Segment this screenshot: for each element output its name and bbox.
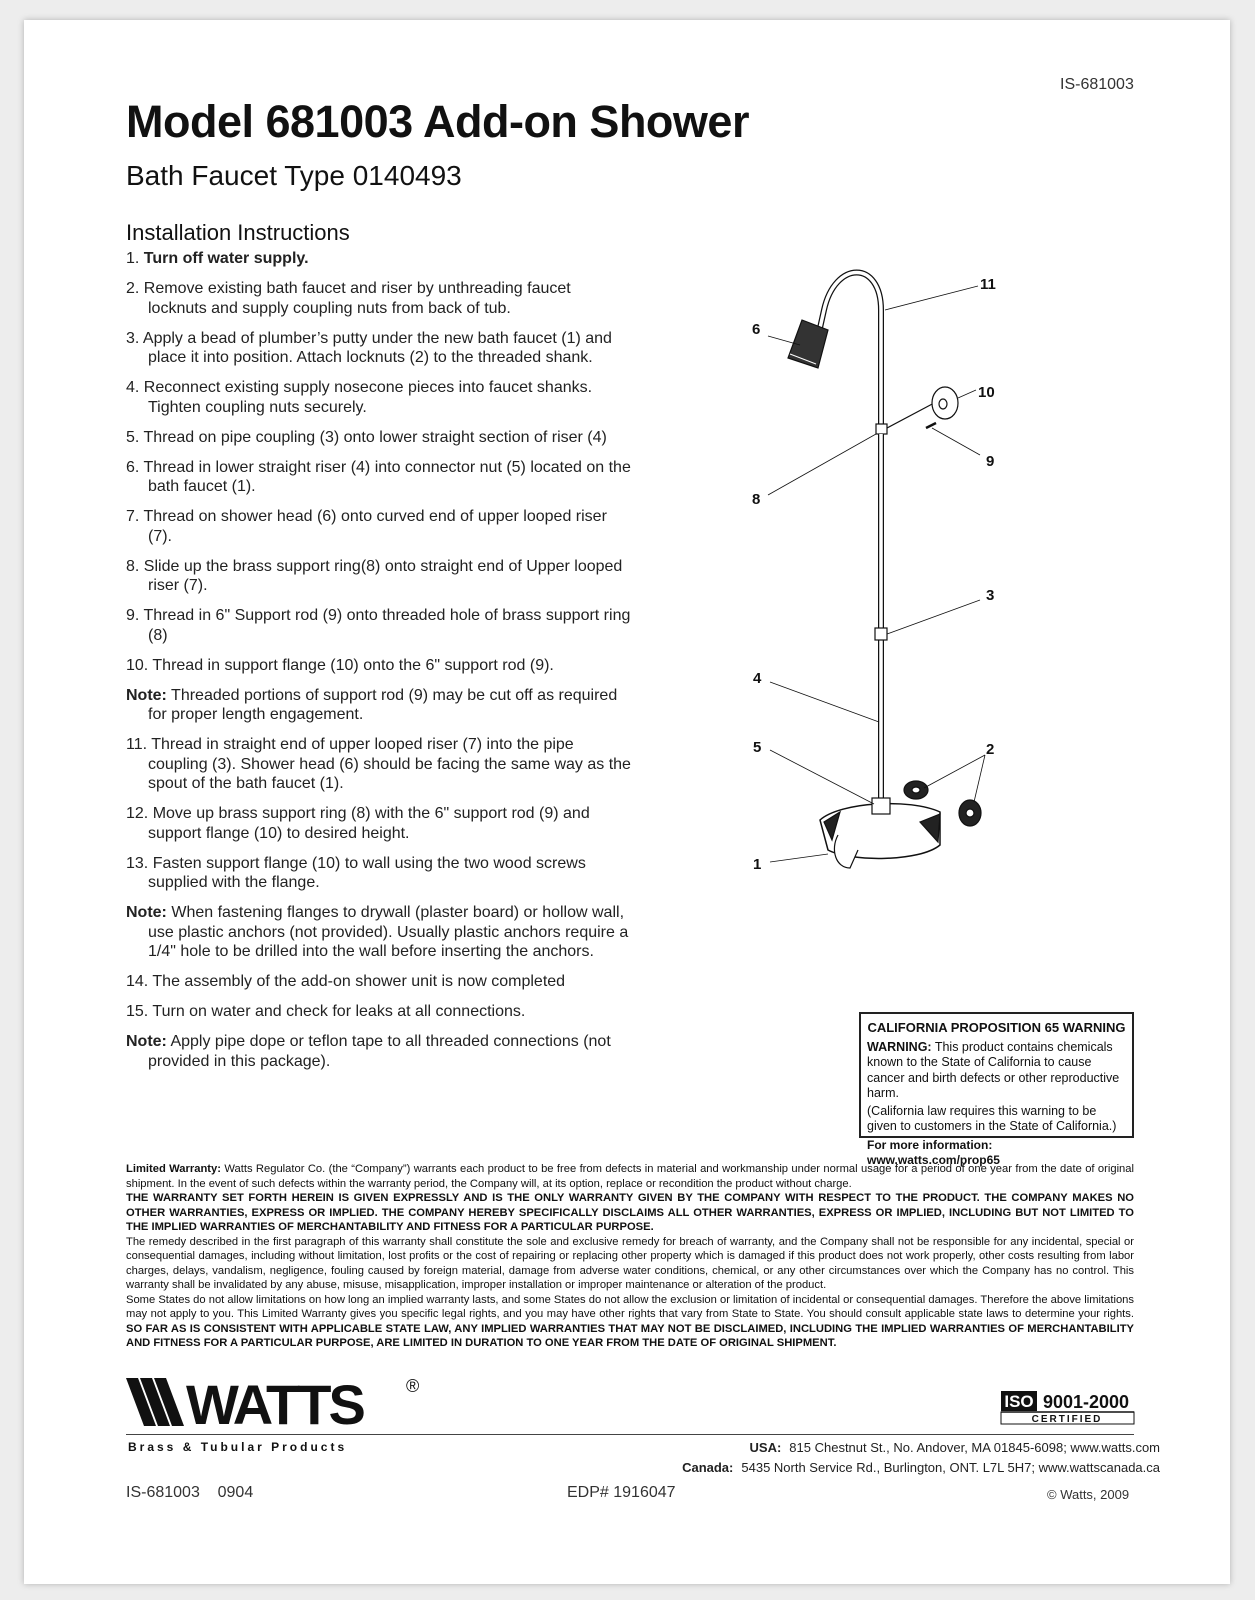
diagram-label: 2 bbox=[986, 741, 995, 758]
step-item: 13. Fasten support flange (10) to wall using the two wood screws supplied with the flange. bbox=[126, 854, 586, 891]
logo-tagline: Brass & Tubular Products bbox=[128, 1440, 348, 1454]
warranty-paragraph: Some States do not allow limitations on how long an implied warranty lasts, and some States do not allow the exclusion or limitation of incidental or consequential damages. Therefore the above limitations may not apply to you. This Limited Warranty gives you specific legal rights, and you may have other rights that vary from State to State. You should consult applicable state laws to determine your rights. SO FAR AS IS CONSISTENT WITH APPLICABLE STATE LAW, ANY IMPLIED WARRANTIES THAT MAY NOT BE DISCLAIMED, INCLUDING THE IMPLIED WARRANTIES OF MERCHANTABILITY AND FITNESS FOR A PARTICULAR PURPOSE, ARE LIMITED IN DURATION TO ONE YEAR FROM THE DATE OF ORIGINAL SHIPMENT. bbox=[126, 1293, 1134, 1349]
iso-certified: CERTIFIED bbox=[1031, 1414, 1103, 1425]
address-canada: Canada: 5435 North Service Rd., Burlington, ONT. L7L 5H7; www.wattscanada.ca bbox=[682, 1460, 1160, 1475]
diagram-label: 3 bbox=[986, 587, 995, 604]
diagram-label: 10 bbox=[978, 384, 995, 401]
prop65-warning-box bbox=[859, 1012, 1134, 1167]
diagram-label: 8 bbox=[752, 491, 761, 508]
limited-warranty bbox=[126, 1162, 1134, 1351]
step-item: 3. Apply a bead of plumber’s putty under the new bath faucet (1) and place it into position. Attach locknuts (2) to the threaded shank. bbox=[126, 329, 612, 366]
step-item: 9. Thread in 6" Support rod (9) onto threaded hole of brass support ring (8) bbox=[126, 607, 631, 644]
document-id: IS-681003 bbox=[1060, 76, 1134, 93]
step-item: 7. Thread on shower head (6) onto curved end of upper looped riser (7). bbox=[126, 508, 607, 545]
iso-certification-badge bbox=[1000, 1390, 1135, 1426]
step-item: 5. Thread on pipe coupling (3) onto lower straight section of riser (4) bbox=[126, 428, 607, 446]
step-item: 1. Turn off water supply. bbox=[126, 250, 309, 267]
step-item: 11. Thread in straight end of upper looped riser (7) into the pipe coupling (3). Shower head (6) should be facing the same way as the spout of the bath faucet (1). bbox=[126, 736, 631, 792]
address-usa: USA: 815 Chestnut St., No. Andover, MA 01845-6098; www.watts.com bbox=[749, 1440, 1160, 1455]
step-item: 14. The assembly of the add-on shower unit is now completed bbox=[126, 973, 566, 990]
prop65-warning: WARNING: This product contains chemicals known to the State of California to cause cancer and birth defects or other reproductive harm. bbox=[867, 1039, 1120, 1100]
svg-text:®: ® bbox=[406, 1376, 420, 1396]
page-title: Model 681003 Add-on Shower bbox=[126, 96, 749, 147]
shower-assembly-diagram bbox=[740, 250, 1010, 890]
step-item: 8. Slide up the brass support ring(8) onto straight end of Upper looped riser (7). bbox=[126, 557, 623, 594]
watts-logo bbox=[126, 1374, 426, 1430]
step-item: 2. Remove existing bath faucet and riser by unthreading faucet locknuts and supply coupling nuts from back of tub. bbox=[126, 280, 571, 317]
footer-doc-code: IS-681003 0904 bbox=[126, 1484, 254, 1501]
diagram-label: 6 bbox=[752, 321, 761, 338]
prop65-more-info: For more information: www.watts.com/prop65 bbox=[867, 1137, 1000, 1167]
instruction-steps bbox=[126, 249, 631, 1082]
step-item: 12. Move up brass support ring (8) with the 6" support rod (9) and support flange (10) to desired height. bbox=[126, 805, 590, 842]
instructions-heading: Installation Instructions bbox=[126, 220, 350, 245]
footer-edp: EDP# 1916047 bbox=[567, 1484, 676, 1501]
prop65-note: (California law requires this warning to be given to customers in the State of California.) bbox=[867, 1103, 1117, 1133]
footer-divider bbox=[126, 1434, 1134, 1435]
diagram-label: 11 bbox=[980, 276, 996, 293]
prop65-title: CALIFORNIA PROPOSITION 65 WARNING bbox=[867, 1020, 1126, 1035]
footer-copyright: © Watts, 2009 bbox=[1047, 1487, 1130, 1502]
warranty-paragraph: THE WARRANTY SET FORTH HEREIN IS GIVEN EXPRESSLY AND IS THE ONLY WARRANTY GIVEN BY THE COMPANY WITH RESPECT TO THE PRODUCT. THE COMPANY MAKES NO OTHER WARRANTIES, EXPRESS OR IMPLIED. THE COMPANY HEREBY SPECIFICALLY DISCLAIMS ALL OTHER WARRANTIES, EXPRESS OR IMPLIED, INCLUDING BUT NOT LIMITED TO THE IMPLIED WARRANTIES OF MERCHANTABILITY AND FITNESS FOR A PARTICULAR PURPOSE. bbox=[126, 1192, 1134, 1233]
diagram-label: 4 bbox=[753, 670, 762, 687]
warranty-paragraph: The remedy described in the first paragraph of this warranty shall constitute the sole and exclusive remedy for breach of warranty, and the Company shall not be responsible for any incidental, special or consequential damages, including without limitation, lost profits or the cost of repairing or replacing other property which is damaged if this product does not work properly, other costs resulting from labor charges, delays, vandalism, negligence, fouling caused by foreign material, damage from adverse water conditions, chemical, or any other circumstances over which the Company has no control. This warranty shall be invalidated by any abuse, misuse, misapplication, improper installation or improper maintenance or alteration of the product. bbox=[126, 1235, 1134, 1291]
note-item: Note: Apply pipe dope or teflon tape to all threaded connections (not provided in this package). bbox=[126, 1033, 611, 1070]
diagram-label: 9 bbox=[986, 453, 995, 470]
warranty-paragraph: Limited Warranty: Watts Regulator Co. (the “Company”) warrants each product to be free from defects in material and workmanship under normal usage for a period of one year from the date of original shipment. In the event of such defects within the warranty period, the Company will, at its option, replace or recondition the product without charge. bbox=[126, 1163, 1134, 1190]
step-item: 10. Thread in support flange (10) onto the 6" support rod (9). bbox=[126, 656, 554, 674]
note-item: Note: When fastening flanges to drywall (plaster board) or hollow wall, use plastic anchors (not provided). Usually plastic anchors require a 1/4" hole to be drilled into the wall before inserting the anchors. bbox=[126, 904, 629, 960]
diagram-label: 1 bbox=[753, 856, 762, 873]
logo-wordmark: WATTS bbox=[186, 1374, 363, 1430]
note-item: Note: Threaded portions of support rod (9) may be cut off as required for proper length engagement. bbox=[126, 686, 618, 723]
step-item: 15. Turn on water and check for leaks at all connections. bbox=[126, 1003, 526, 1020]
iso-number: 9001-2000 bbox=[1042, 1392, 1130, 1412]
iso-label: ISO bbox=[1004, 1392, 1034, 1411]
page-subtitle: Bath Faucet Type 0140493 bbox=[126, 160, 462, 191]
step-item: 4. Reconnect existing supply nosecone pieces into faucet shanks. Tighten coupling nuts securely. bbox=[126, 379, 593, 416]
step-item: 6. Thread in lower straight riser (4) into connector nut (5) located on the bath faucet (1). bbox=[126, 458, 631, 495]
diagram-label: 5 bbox=[753, 739, 762, 756]
